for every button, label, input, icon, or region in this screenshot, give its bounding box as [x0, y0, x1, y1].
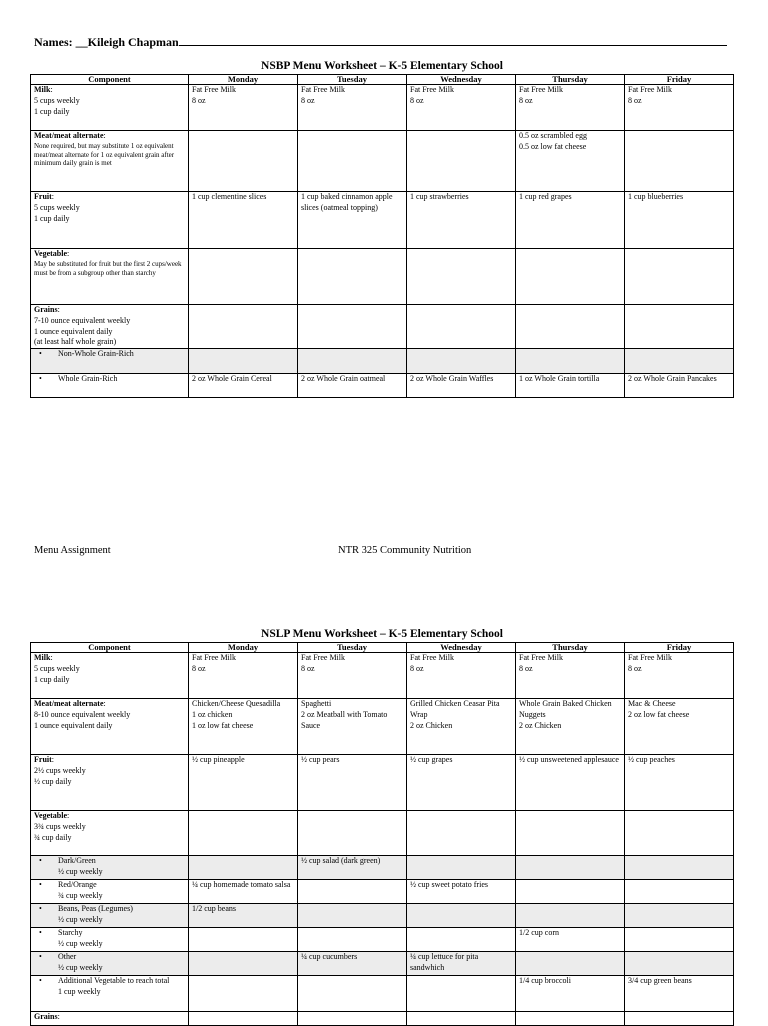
menu-cell: Grilled Chicken Ceasar Pita Wrap 2 oz Chicken [407, 699, 516, 755]
subgroup-label: Non-Whole Grain-Rich [58, 349, 134, 359]
subgroup-row-starchy [31, 928, 734, 952]
menu-cell: ½ cup salad (dark green) [298, 856, 407, 880]
component-line: 1 cup daily [34, 674, 70, 684]
lunch-table [30, 642, 734, 1026]
bullet-icon: • [39, 904, 42, 913]
component-cell [31, 349, 189, 374]
menu-cell: 3/4 cup green beans [625, 976, 734, 1012]
header-row [31, 75, 734, 85]
menu-cell [625, 856, 734, 880]
menu-cell: Fat Free Milk 8 oz [625, 85, 734, 131]
menu-cell: Mac & Cheese 2 oz low fat cheese [625, 699, 734, 755]
menu-cell: 1 cup strawberries [407, 192, 516, 249]
footer-center: NTR 325 Community Nutrition [338, 545, 472, 556]
menu-cell: 2 oz Whole Grain Pancakes [625, 374, 734, 398]
menu-cell [407, 856, 516, 880]
names-line [34, 34, 727, 50]
component-cell [31, 952, 189, 976]
component-line: 1 ounce equivalent daily [34, 720, 113, 730]
component-line: (at least half whole grain) [34, 337, 117, 347]
menu-cell [189, 952, 298, 976]
menu-cell: Fat Free Milk 8 oz [298, 653, 407, 699]
menu-cell [516, 811, 625, 856]
menu-cell: ½ cup peaches [625, 755, 734, 811]
menu-cell [298, 976, 407, 1012]
names-underline [179, 34, 727, 46]
meat-row [31, 131, 734, 192]
menu-cell [189, 349, 298, 374]
menu-cell [298, 1012, 407, 1026]
component-cell: Vegetable: 3¾ cups weekly ¾ cup daily [31, 811, 189, 856]
subgroup-row-red-orange [31, 880, 734, 904]
menu-cell: ¼ cup homemade tomato salsa [189, 880, 298, 904]
menu-cell: 1/2 cup beans [189, 904, 298, 928]
menu-cell [516, 904, 625, 928]
component-cell [31, 928, 189, 952]
component-line: 7-10 ounce equivalent weekly [34, 315, 131, 325]
menu-cell: Fat Free Milk 8 oz [407, 653, 516, 699]
col-header: Monday [189, 643, 298, 653]
col-header: Component [31, 643, 189, 653]
component-name: Vegetable [34, 811, 68, 820]
component-cell: Fruit: 5 cups weekly 1 cup daily [31, 192, 189, 249]
menu-cell: ½ cup pineapple [189, 755, 298, 811]
menu-cell [189, 928, 298, 952]
menu-cell [407, 249, 516, 305]
menu-cell [407, 305, 516, 349]
component-line: 3¾ cups weekly [34, 821, 86, 831]
bullet-icon: • [39, 976, 42, 985]
component-name: Meat/meat alternate [34, 131, 104, 140]
menu-cell [298, 131, 407, 192]
subgroup-row-additional [31, 976, 734, 1012]
menu-cell: Fat Free Milk 8 oz [407, 85, 516, 131]
col-header: Monday [189, 75, 298, 85]
names-label: Names: __Kileigh Chapman [34, 35, 179, 49]
breakfast-table [30, 74, 734, 398]
component-name: Meat/meat alternate [34, 699, 104, 708]
menu-cell [298, 880, 407, 904]
whole-grain-row [31, 374, 734, 398]
component-name: Grains [34, 1012, 58, 1021]
menu-cell [625, 249, 734, 305]
subgroup-row-legumes [31, 904, 734, 928]
col-header: Wednesday [407, 643, 516, 653]
component-cell: Meat/meat alternate: None required, but may substitute 1 oz equivalent meat/meat alternate for 1 oz equivalent grain after minimum daily grain is met [31, 131, 189, 192]
menu-cell [407, 928, 516, 952]
menu-cell [189, 811, 298, 856]
menu-cell [625, 305, 734, 349]
component-cell: Meat/meat alternate: 8-10 ounce equivalent weekly 1 ounce equivalent daily [31, 699, 189, 755]
component-line: 1 ounce equivalent daily [34, 326, 113, 336]
menu-cell [625, 131, 734, 192]
menu-cell [407, 349, 516, 374]
milk-row [31, 85, 734, 131]
component-cell [31, 374, 189, 398]
component-line: 5 cups weekly [34, 202, 80, 212]
subgroup-amount: ½ cup weekly [58, 962, 103, 972]
menu-cell [189, 305, 298, 349]
component-line: 1 cup daily [34, 213, 70, 223]
menu-cell: Whole Grain Baked Chicken Nuggets 2 oz Chicken [516, 699, 625, 755]
bullet-icon: • [39, 952, 42, 961]
component-cell [31, 976, 189, 1012]
component-cell: Grains: 7-10 ounce equivalent weekly 1 ounce equivalent daily (at least half whole grain) [31, 305, 189, 349]
col-header: Friday [625, 75, 734, 85]
menu-cell: ½ cup grapes [407, 755, 516, 811]
menu-cell [407, 904, 516, 928]
component-cell: Fruit: 2½ cups weekly ½ cup daily [31, 755, 189, 811]
col-header: Friday [625, 643, 734, 653]
menu-cell [625, 904, 734, 928]
header-row [31, 643, 734, 653]
component-name: Fruit [34, 192, 52, 201]
menu-cell: Fat Free Milk 8 oz [298, 85, 407, 131]
menu-cell [407, 811, 516, 856]
fruit-row [31, 192, 734, 249]
menu-cell [516, 349, 625, 374]
menu-cell [298, 349, 407, 374]
component-line: 1 cup daily [34, 106, 70, 116]
menu-cell [407, 1012, 516, 1026]
menu-cell [625, 952, 734, 976]
menu-cell: Spaghetti 2 oz Meatball with Tomato Sauce [298, 699, 407, 755]
subgroup-row-dark-green [31, 856, 734, 880]
bullet-icon: • [39, 880, 42, 889]
menu-cell: ¼ cup cucumbers [298, 952, 407, 976]
subgroup-amount: ½ cup weekly [58, 914, 103, 924]
lunch-title: NSLP Menu Worksheet – K-5 Elementary School [261, 628, 503, 640]
component-line: 5 cups weekly [34, 95, 80, 105]
milk-row [31, 653, 734, 699]
menu-cell: 1/2 cup corn [516, 928, 625, 952]
component-line: 5 cups weekly [34, 663, 80, 673]
menu-cell: 2 oz Whole Grain Waffles [407, 374, 516, 398]
menu-cell: ¼ cup lettuce for pita sandwhich [407, 952, 516, 976]
menu-cell: 1/4 cup broccoli [516, 976, 625, 1012]
component-name: Vegetable [34, 249, 68, 258]
menu-cell: Fat Free Milk 8 oz [189, 85, 298, 131]
menu-cell: 1 cup red grapes [516, 192, 625, 249]
col-header: Thursday [516, 75, 625, 85]
subgroup-label: Starchy [58, 928, 83, 937]
col-header: Thursday [516, 643, 625, 653]
col-header: Wednesday [407, 75, 516, 85]
breakfast-title: NSBP Menu Worksheet – K-5 Elementary School [261, 60, 503, 72]
menu-cell [407, 131, 516, 192]
menu-cell [625, 811, 734, 856]
menu-cell [516, 1012, 625, 1026]
component-name: Grains [34, 305, 58, 314]
subgroup-row-other [31, 952, 734, 976]
menu-cell: ½ cup sweet potato fries [407, 880, 516, 904]
component-name: Milk [34, 653, 51, 662]
subgroup-label: Whole Grain-Rich [58, 374, 118, 384]
component-line: 2½ cups weekly [34, 765, 86, 775]
component-cell [31, 904, 189, 928]
non-whole-grain-row [31, 349, 734, 374]
menu-cell: 2 oz Whole Grain Cereal [189, 374, 298, 398]
menu-cell [189, 131, 298, 192]
subgroup-label: Beans, Peas (Legumes) [58, 904, 133, 913]
menu-cell: 1 cup clementine slices [189, 192, 298, 249]
menu-cell [298, 305, 407, 349]
menu-cell [516, 305, 625, 349]
component-line: ¾ cup daily [34, 832, 72, 842]
menu-cell [516, 880, 625, 904]
component-name: Fruit [34, 755, 52, 764]
menu-cell: 1 cup blueberries [625, 192, 734, 249]
component-name: Milk [34, 85, 51, 94]
subgroup-label: Dark/Green [58, 856, 96, 865]
col-header: Tuesday [298, 75, 407, 85]
vegetable-row [31, 811, 734, 856]
menu-cell [625, 928, 734, 952]
meat-row [31, 699, 734, 755]
menu-cell: 1 oz Whole Grain tortilla [516, 374, 625, 398]
menu-cell [189, 856, 298, 880]
menu-cell [516, 856, 625, 880]
fruit-row [31, 755, 734, 811]
component-cell [31, 880, 189, 904]
component-cell: Grains: [31, 1012, 189, 1026]
subgroup-label: Red/Orange [58, 880, 97, 889]
component-cell: Milk: 5 cups weekly 1 cup daily [31, 653, 189, 699]
footer-left: Menu Assignment [34, 545, 111, 556]
menu-cell [298, 904, 407, 928]
col-header: Tuesday [298, 643, 407, 653]
subgroup-amount: ¾ cup weekly [58, 890, 103, 900]
menu-cell [189, 1012, 298, 1026]
menu-cell: 0.5 oz scrambled egg 0.5 oz low fat cheese [516, 131, 625, 192]
bullet-icon: • [39, 349, 42, 359]
menu-cell [516, 952, 625, 976]
menu-cell [298, 811, 407, 856]
bullet-icon: • [39, 374, 42, 384]
subgroup-amount: ½ cup weekly [58, 938, 103, 948]
vegetable-row [31, 249, 734, 305]
subgroup-label: Other [58, 952, 77, 961]
subgroup-amount: 1 cup weekly [58, 986, 101, 996]
menu-cell: Chicken/Cheese Quesadilla 1 oz chicken 1 oz low fat cheese [189, 699, 298, 755]
menu-cell [298, 249, 407, 305]
component-note: May be substituted for fruit but the first 2 cups/week must be from a subgroup other than starchy [34, 259, 182, 277]
bullet-icon: • [39, 856, 42, 865]
component-line: ½ cup daily [34, 776, 72, 786]
menu-cell: Fat Free Milk 8 oz [189, 653, 298, 699]
component-cell: Milk: 5 cups weekly 1 cup daily [31, 85, 189, 131]
menu-cell: Fat Free Milk 8 oz [516, 85, 625, 131]
menu-cell: ½ cup pears [298, 755, 407, 811]
menu-cell [298, 928, 407, 952]
component-cell [31, 856, 189, 880]
bullet-icon: • [39, 928, 42, 937]
menu-cell: 1 cup baked cinnamon apple slices (oatmeal topping) [298, 192, 407, 249]
component-line: 8-10 ounce equivalent weekly [34, 709, 131, 719]
menu-cell [516, 249, 625, 305]
menu-cell: ½ cup unsweetened applesauce [516, 755, 625, 811]
menu-cell [625, 880, 734, 904]
subgroup-amount: ½ cup weekly [58, 866, 103, 876]
menu-cell: Fat Free Milk 8 oz [516, 653, 625, 699]
menu-cell [189, 249, 298, 305]
grains-row [31, 1012, 734, 1026]
menu-cell [189, 976, 298, 1012]
col-header: Component [31, 75, 189, 85]
menu-cell [625, 1012, 734, 1026]
component-note: None required, but may substitute 1 oz equivalent meat/meat alternate for 1 oz equivalent grain after minimum daily grain is met [34, 141, 175, 168]
menu-cell: 2 oz Whole Grain oatmeal [298, 374, 407, 398]
grains-row [31, 305, 734, 349]
menu-cell [625, 349, 734, 374]
component-cell: Vegetable: May be substituted for fruit but the first 2 cups/week must be from a subgroup other than starchy [31, 249, 189, 305]
menu-cell: Fat Free Milk 8 oz [625, 653, 734, 699]
menu-cell [407, 976, 516, 1012]
subgroup-label: Additional Vegetable to reach total [58, 976, 170, 985]
